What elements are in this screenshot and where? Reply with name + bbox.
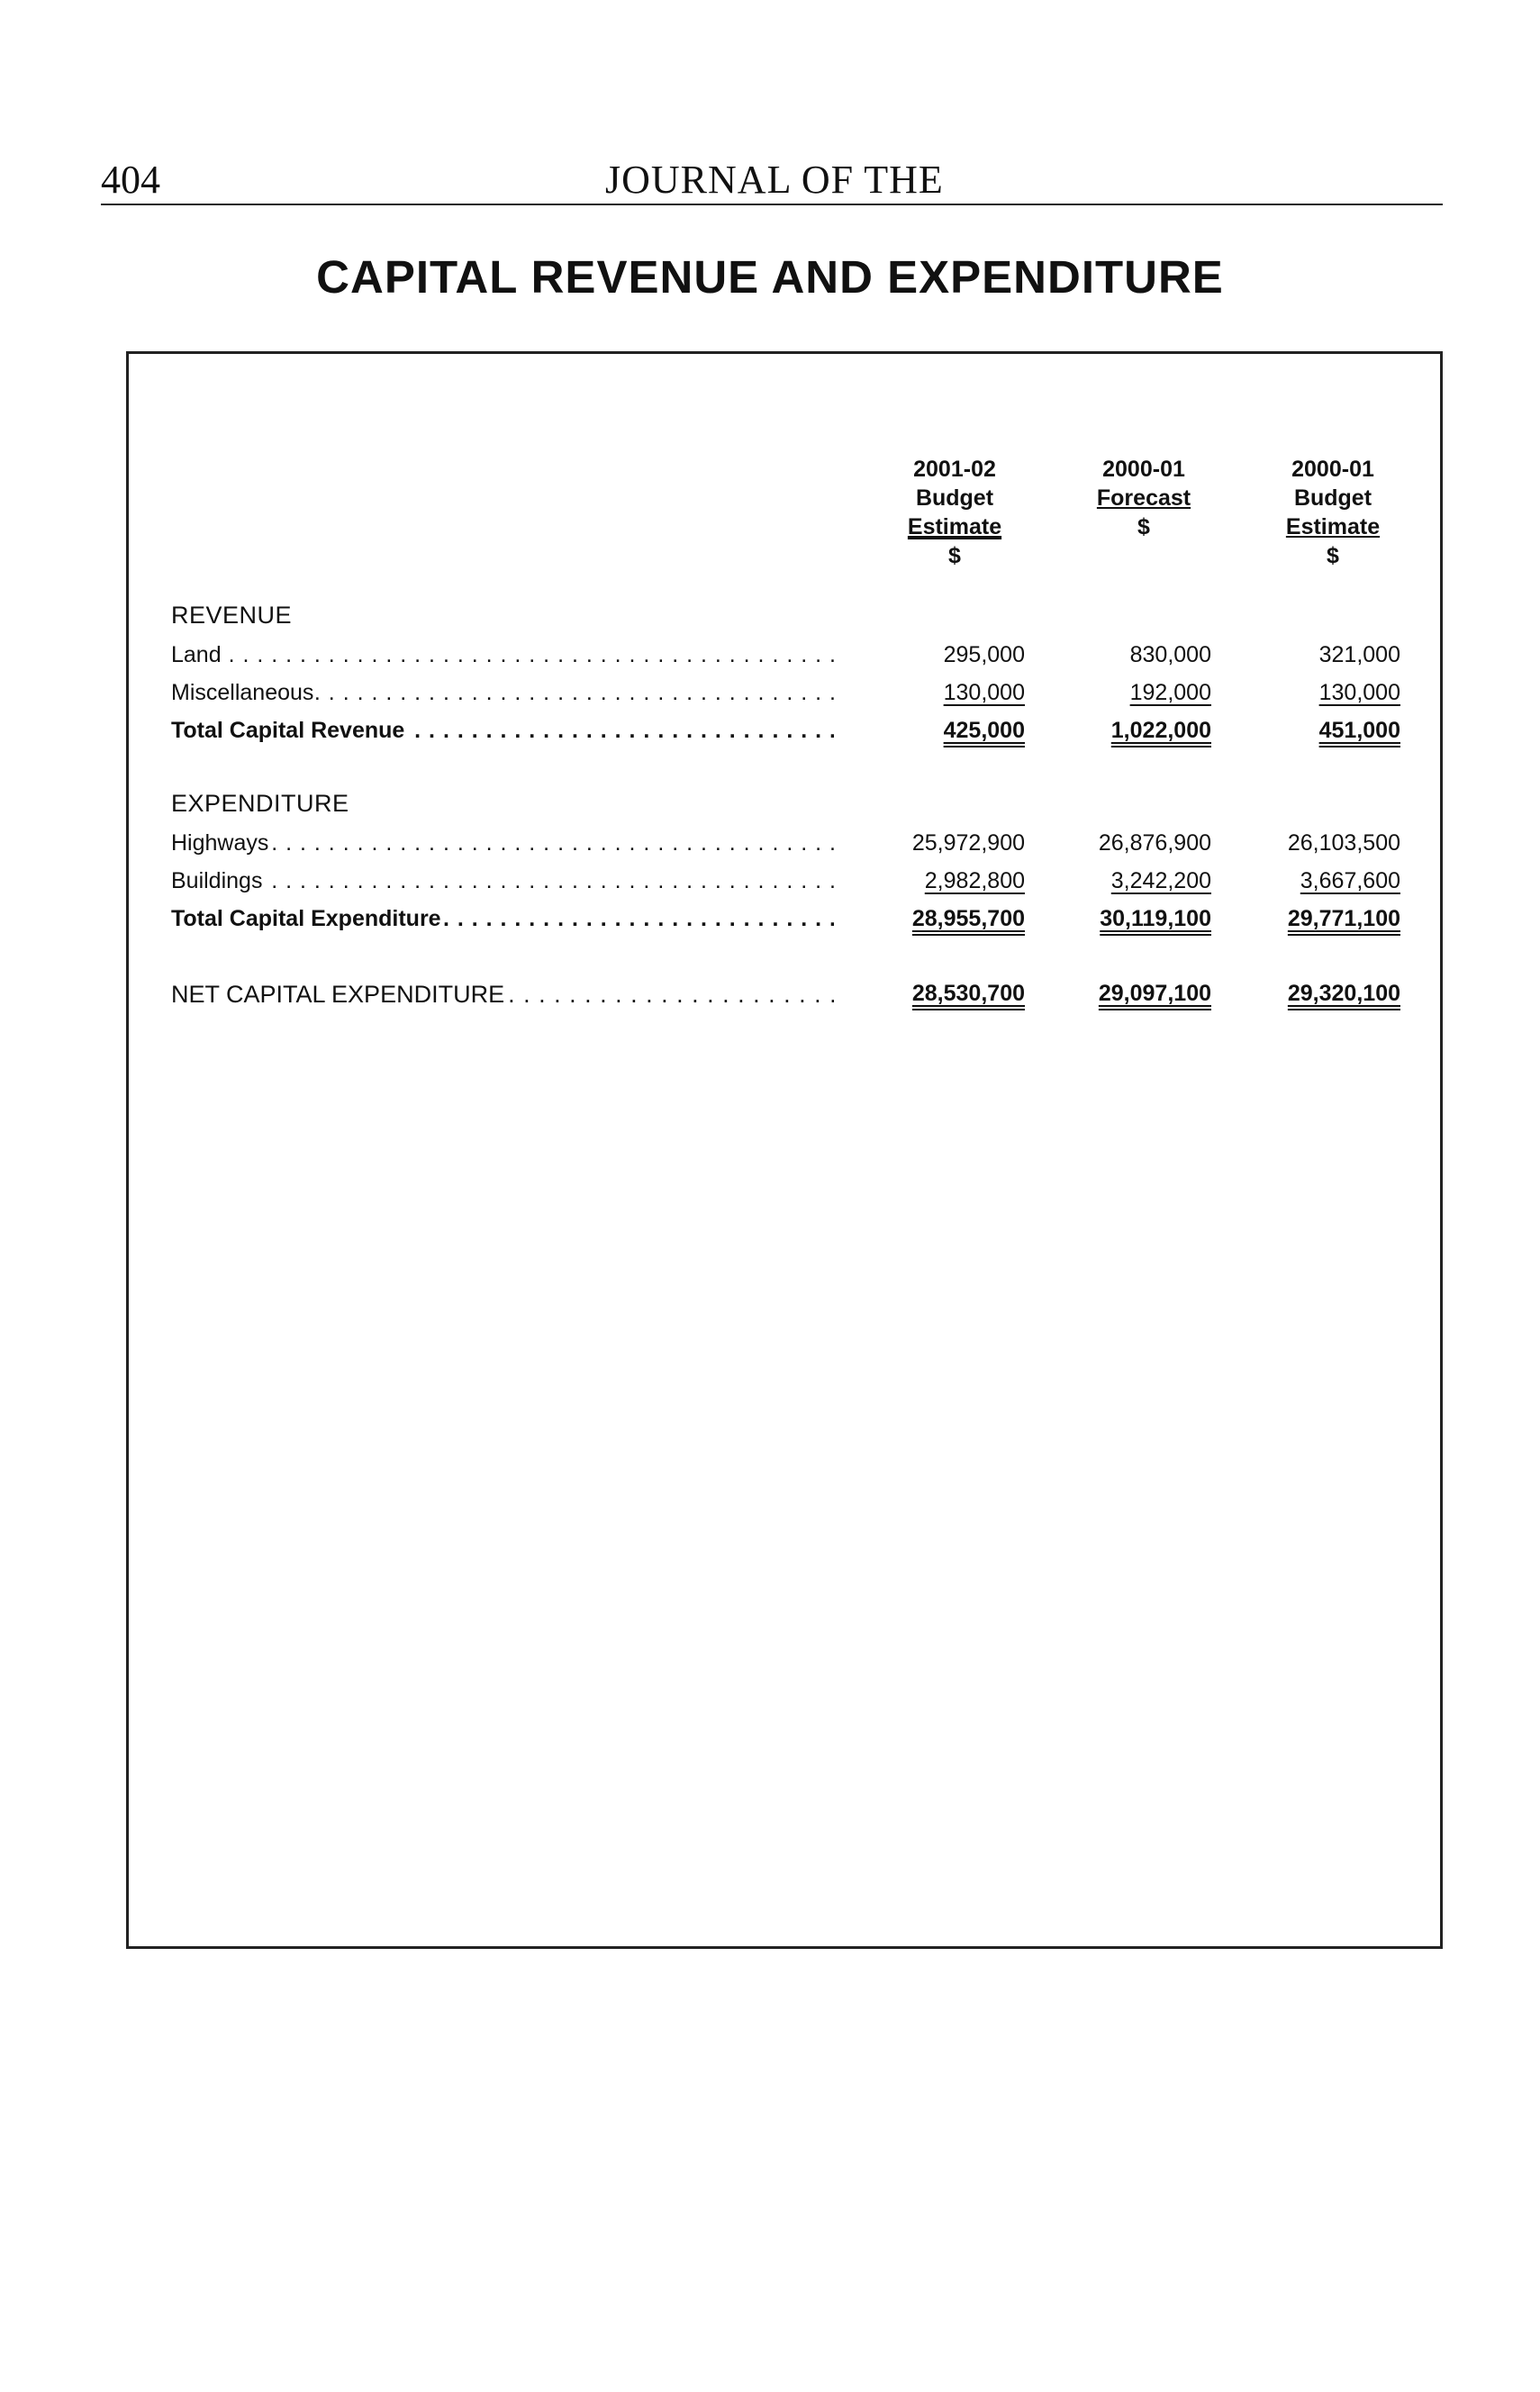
journal-title: JOURNAL OF THE <box>605 158 944 202</box>
column-header-line: Forecast <box>1096 485 1191 511</box>
cell-value: 3,242,200 <box>1110 868 1211 893</box>
cell-value: 26,103,500 <box>1287 830 1400 856</box>
cell-value: 321,000 <box>1318 642 1400 667</box>
table-frame <box>126 351 1443 1949</box>
column-currency: $ <box>1137 514 1150 539</box>
cell-net-value: 28,530,700 <box>911 981 1025 1006</box>
page-number: 404 <box>101 158 160 202</box>
cell-value: 830,000 <box>1129 642 1211 667</box>
column-header-line: Budget <box>1293 485 1372 511</box>
section-heading-revenue: REVENUE <box>171 602 293 629</box>
column-header-budget-2000-01 <box>1225 455 1441 570</box>
row-label-text: Total Capital Expenditure <box>171 906 441 931</box>
column-header-forecast-2000-01 <box>1036 455 1252 541</box>
cell-net-value: 29,320,100 <box>1287 981 1400 1006</box>
cell-total-value: 451,000 <box>1318 718 1400 743</box>
column-header-line: Budget <box>915 485 994 511</box>
cell-value: 130,000 <box>1318 680 1400 705</box>
column-header-line: 2001-02 <box>913 457 996 482</box>
row-label-text: Land <box>171 642 222 667</box>
cell-total-value: 28,955,700 <box>911 906 1025 931</box>
column-header-line: Estimate <box>907 514 1002 539</box>
row-label-miscellaneous <box>171 680 834 711</box>
cell-value: 2,982,800 <box>924 868 1025 893</box>
page-title: CAPITAL REVENUE AND EXPENDITURE <box>316 251 1224 303</box>
page-header <box>101 153 1443 205</box>
row-label-total-capital-expenditure <box>171 906 834 937</box>
column-header-line: 2000-01 <box>1102 457 1185 482</box>
cell-total-value: 29,771,100 <box>1287 906 1400 931</box>
cell-value: 295,000 <box>943 642 1025 667</box>
row-label-text: NET CAPITAL EXPENDITURE <box>171 981 505 1008</box>
row-label-total-capital-revenue <box>171 718 834 748</box>
row-label-land <box>171 642 834 673</box>
row-label-text: Buildings <box>171 868 263 893</box>
cell-value: 130,000 <box>943 680 1025 705</box>
row-label-buildings <box>171 868 834 899</box>
row-label-net-capital-expenditure <box>171 981 834 1011</box>
cell-value: 26,876,900 <box>1098 830 1211 856</box>
cell-total-value: 30,119,100 <box>1100 906 1211 931</box>
column-currency: $ <box>948 543 961 568</box>
row-label-text: Highways <box>171 830 269 856</box>
row-label-highways <box>171 830 834 861</box>
cell-value: 3,667,600 <box>1300 868 1400 893</box>
cell-value: 192,000 <box>1129 680 1211 705</box>
section-heading-expenditure: EXPENDITURE <box>171 790 349 817</box>
row-label-text: Miscellaneous <box>171 680 314 705</box>
column-header-budget-2001-02 <box>847 455 1063 570</box>
column-currency: $ <box>1327 543 1339 568</box>
column-header-line: 2000-01 <box>1291 457 1374 482</box>
cell-net-value: 29,097,100 <box>1098 981 1211 1006</box>
cell-total-value: 1,022,000 <box>1110 718 1211 743</box>
cell-total-value: 425,000 <box>943 718 1025 743</box>
row-label-text: Total Capital Revenue <box>171 718 405 743</box>
column-header-line: Estimate <box>1285 514 1381 539</box>
cell-value: 25,972,900 <box>911 830 1025 856</box>
